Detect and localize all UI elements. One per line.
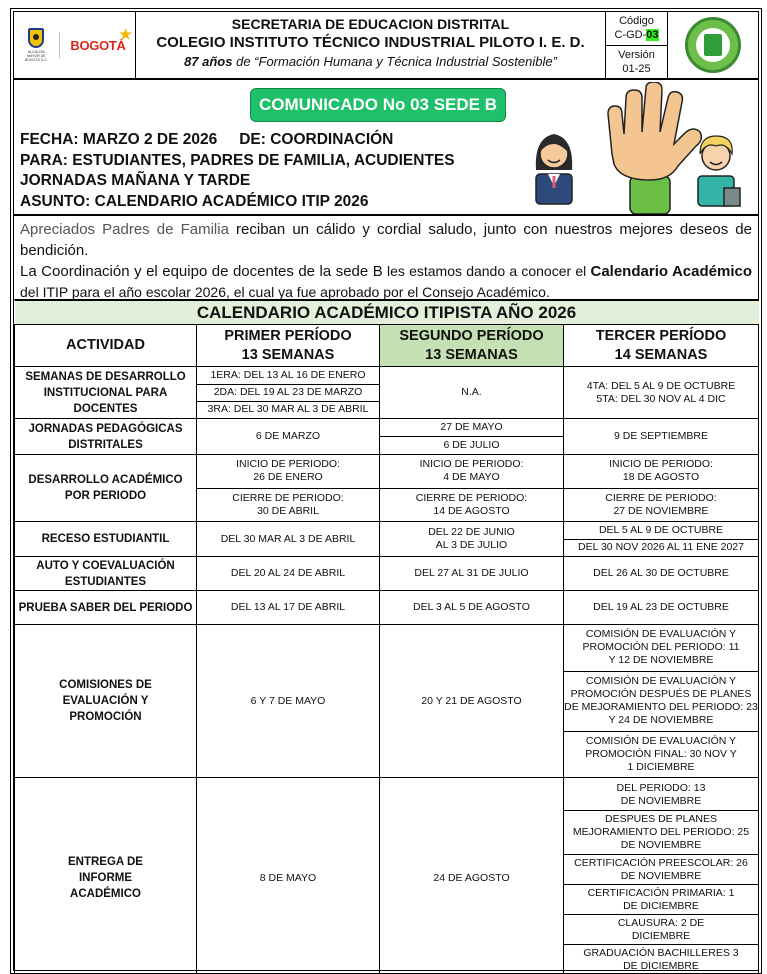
activity-label: AUTO Y COEVALUACIÓN ESTUDIANTES bbox=[15, 557, 197, 591]
anniversary-years: 87 años bbox=[184, 54, 233, 69]
cell-p2: DEL 3 AL 5 DE AGOSTO bbox=[380, 591, 564, 625]
table-row bbox=[15, 778, 759, 974]
col-header-activity: ACTIVIDAD bbox=[15, 325, 197, 367]
cell-p1: DEL 20 AL 24 DE ABRIL bbox=[197, 557, 380, 591]
code-prefix: C-GD- bbox=[614, 29, 647, 41]
cell-p3: 9 DE SEPTIEMBRE bbox=[564, 419, 759, 455]
star-icon: ★ bbox=[119, 25, 132, 42]
code-label: Código bbox=[619, 15, 654, 27]
bogota-logo-text: BOGOTÁ bbox=[70, 37, 126, 53]
greeting-rest: reciban un cálido y cordial saludo, junto con nuestros mejores deseos de bendición. bbox=[20, 221, 752, 259]
communique-meta bbox=[20, 130, 455, 212]
divider bbox=[59, 32, 60, 58]
code-value bbox=[606, 28, 667, 42]
cell-p2: 27 DE MAYO 6 DE JULIO bbox=[380, 419, 564, 455]
announcement-subject: La Coordinación y el equipo de docentes de la sede B bbox=[20, 263, 383, 280]
version-value: 01-25 bbox=[622, 62, 651, 75]
cell-p2: N.A. bbox=[380, 367, 564, 419]
document-page bbox=[10, 8, 762, 974]
communique-block bbox=[14, 80, 758, 216]
from-line: DE: COORDINACIÓN bbox=[239, 131, 394, 148]
alcaldia-logo bbox=[23, 28, 49, 62]
col-header-period-3: TERCER PERÍODO 14 SEMANAS bbox=[564, 325, 759, 367]
version-label: Versión bbox=[618, 48, 655, 61]
bogota-logo bbox=[70, 25, 132, 53]
document-header bbox=[14, 12, 758, 80]
cell-p3: COMISIÓN DE EVALUACIÓN Y PROMOCIÓN DEL PERIODO: 11 Y 12 DE NOVIEMBRE COMISIÓN DE EVALUACIÓN Y PROMOCIÓN DESPUÉS DE PLANES DE MEJORAMIENTO DEL PERIODO: 23 Y 24 DE NOVIEMBRE COMISIÓN DE EVALUACIÓN Y PROMOCIÓN FINAL: 30 NOV Y 1 DICIEMBRE bbox=[564, 625, 759, 778]
coat-of-arms-icon bbox=[28, 28, 44, 48]
activity-label: JORNADAS PEDAGÓGICAS DISTRITALES bbox=[15, 419, 197, 455]
header-row bbox=[15, 325, 759, 367]
academic-calendar bbox=[14, 300, 758, 974]
cell-p3: DEL 5 AL 9 DE OCTUBRE DEL 30 NOV 2026 AL 11 ENE 2027 bbox=[564, 522, 759, 557]
activity-label: ENTREGA DE INFORME ACADÉMICO bbox=[15, 778, 197, 974]
greeting-paragraph bbox=[20, 219, 752, 261]
cell-p3: DEL 26 AL 30 DE OCTUBRE bbox=[564, 557, 759, 591]
announcement-mid: les estamos dando a conocer el bbox=[382, 263, 591, 279]
cell-p2: 20 Y 21 DE AGOSTO bbox=[380, 625, 564, 778]
secretaria-title: SECRETARIA DE EDUCACION DISTRITAL bbox=[231, 16, 510, 32]
subject-line: ASUNTO: CALENDARIO ACADÉMICO ITIP 2026 bbox=[20, 192, 369, 210]
cell-p1: DEL 13 AL 17 DE ABRIL bbox=[197, 591, 380, 625]
cell-p3: DEL 19 AL 23 DE OCTUBRE bbox=[564, 591, 759, 625]
announcement-paragraph bbox=[20, 261, 752, 303]
greeting-recipient: Apreciados Padres de Familia bbox=[20, 221, 229, 238]
cell-p3: 4TA: DEL 5 AL 9 DE OCTUBRE 5TA: DEL 30 NOV AL 4 DIC bbox=[564, 367, 759, 419]
cell-p2: DEL 27 AL 31 DE JULIO bbox=[380, 557, 564, 591]
version-block bbox=[606, 46, 667, 79]
calendar-table bbox=[14, 300, 759, 974]
code-cell bbox=[606, 12, 668, 78]
cell-p3: DEL PERIODO: 13 DE NOVIEMBRE DESPUES DE PLANES MEJORAMIENTO DEL PERIODO: 25 DE NOVIEMBRE CERTIFICACIÓN PREESCOLAR: 26 DE NOVIEMBRE CERTIFICACIÓN PRIMARIA: 1 DE DICIEMBRE CLAUSURA: 2 DE DICIEMBRE GRADUACIÓN BACHILLERES 3 DE DICIEMBRE bbox=[564, 778, 759, 974]
alcaldia-text: ALCALDÍA MAYOR DE BOGOTÁ D.C. bbox=[24, 50, 48, 62]
cell-p1: INICIO DE PERIODO: 26 DE ENERO CIERRE DE PERIODO: 30 DE ABRIL bbox=[197, 455, 380, 522]
cell-p2: DEL 22 DE JUNIO AL 3 DE JULIO bbox=[380, 522, 564, 557]
calendar-title: CALENDARIO ACADÉMICO ITIPISTA AÑO 2026 bbox=[15, 301, 759, 325]
intro-text bbox=[14, 216, 758, 300]
table-row bbox=[15, 367, 759, 419]
school-name: COLEGIO INSTITUTO TÉCNICO INDUSTRIAL PILOTO I. E. D. bbox=[156, 34, 585, 51]
cell-p1: 6 Y 7 DE MAYO bbox=[197, 625, 380, 778]
table-row bbox=[15, 522, 759, 557]
table-row bbox=[15, 591, 759, 625]
cell-p2: INICIO DE PERIODO: 4 DE MAYO CIERRE DE PERIODO: 14 DE AGOSTO bbox=[380, 455, 564, 522]
seal-cell bbox=[668, 12, 758, 78]
table-row bbox=[15, 419, 759, 455]
activity-label: COMISIONES DE EVALUACIÓN Y PROMOCIÓN bbox=[15, 625, 197, 778]
communique-badge: COMUNICADO No 03 SEDE B bbox=[250, 88, 506, 122]
code-number: 03 bbox=[646, 29, 659, 41]
col-header-period-2: SEGUNDO PERÍODO 13 SEMANAS bbox=[380, 325, 564, 367]
shifts-line: JORNADAS MAÑANA Y TARDE bbox=[20, 172, 251, 189]
table-row bbox=[15, 557, 759, 591]
date-line: FECHA: MARZO 2 DE 2026 bbox=[20, 131, 218, 148]
motto-text: de “Formación Humana y Técnica Industrial Sostenible” bbox=[232, 54, 557, 69]
school-motto bbox=[136, 53, 605, 70]
table-row bbox=[15, 625, 759, 778]
cell-p1: 6 DE MARZO bbox=[197, 419, 380, 455]
announcement-bold: Calendario Académico bbox=[590, 263, 752, 280]
cell-p3: INICIO DE PERIODO: 18 DE AGOSTO CIERRE DE PERIODO: 27 DE NOVIEMBRE bbox=[564, 455, 759, 522]
to-line: PARA: ESTUDIANTES, PADRES DE FAMILIA, ACUDIENTES bbox=[20, 151, 455, 169]
announcement-end: del ITIP para el año escolar 2026, el cual ya fue aprobado por el Consejo Académico. bbox=[20, 284, 550, 300]
col-header-period-1: PRIMER PERÍODO 13 SEMANAS bbox=[197, 325, 380, 367]
hand-with-students-icon bbox=[524, 82, 750, 214]
school-seal-icon bbox=[685, 17, 741, 73]
cell-p1: 1ERA: DEL 13 AL 16 DE ENERO 2DA: DEL 19 AL 23 DE MARZO 3RA: DEL 30 MAR AL 3 DE ABRIL bbox=[197, 367, 380, 419]
cell-p1: 8 DE MAYO bbox=[197, 778, 380, 974]
title-cell bbox=[136, 12, 606, 78]
table-row bbox=[15, 455, 759, 522]
cell-p2: 24 DE AGOSTO bbox=[380, 778, 564, 974]
activity-label: DESARROLLO ACADÉMICO POR PERIODO bbox=[15, 455, 197, 522]
activity-label: SEMANAS DE DESARROLLO INSTITUCIONAL PARA DOCENTES bbox=[15, 367, 197, 419]
activity-label: RECESO ESTUDIANTIL bbox=[15, 522, 197, 557]
code-block bbox=[606, 12, 667, 46]
logo-cell bbox=[14, 12, 136, 78]
activity-label: PRUEBA SABER DEL PERIODO bbox=[15, 591, 197, 625]
cell-p1: DEL 30 MAR AL 3 DE ABRIL bbox=[197, 522, 380, 557]
